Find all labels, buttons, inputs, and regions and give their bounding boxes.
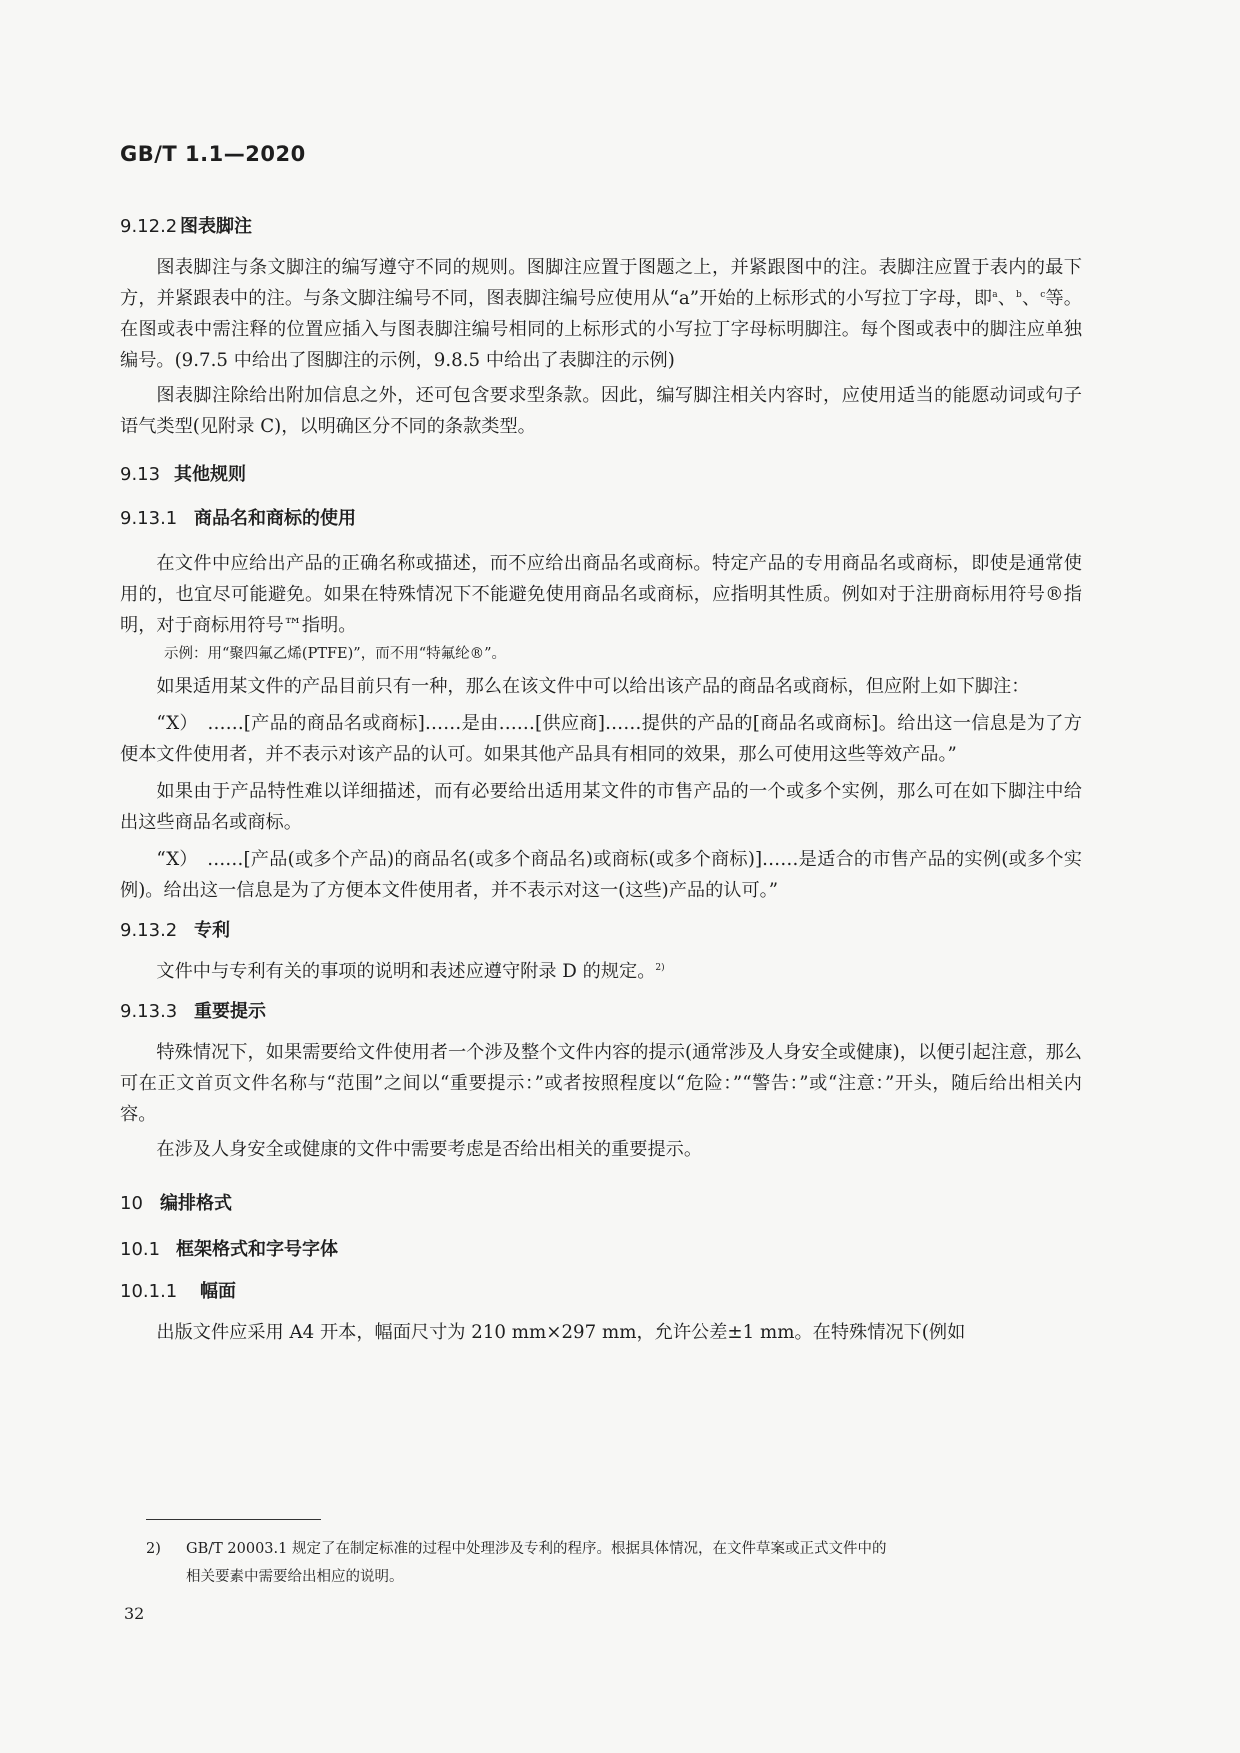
superscript: c	[1040, 289, 1046, 300]
section-9-13-3-heading	[120, 997, 1082, 1027]
page-number: 32	[124, 1604, 145, 1623]
section-9-13-heading	[120, 460, 1082, 490]
section-number: 9.13.3	[120, 1001, 178, 1022]
section-number: 10.1.1	[120, 1281, 178, 1302]
footnote-text: GB/T 20003.1 规定了在制定标准的过程中处理涉及专利的程序。根据具体情况，在文件草案或正式文件中的	[186, 1541, 887, 1557]
paragraph: 图表脚注除给出附加信息之外，还可包含要求型条款。因此，编写脚注相关内容时，应使用适当的能愿动词或句子语气类型(见附录 C)，以明确区分不同的条款类型。	[120, 385, 1082, 437]
paragraph: “X） ……[产品的商品名或商标]……是由……[供应商]……提供的产品的[商品名或商标]。给出这一信息是为了方便本文件使用者，并不表示对该产品的认可。如果其他产品具有相同的效果，那么可使用这些等效产品。”	[120, 713, 1082, 765]
section-number: 10	[120, 1193, 143, 1214]
paragraph: 在涉及人身安全或健康的文件中需要考虑是否给出相关的重要提示。	[156, 1139, 703, 1160]
superscript: a	[992, 289, 998, 300]
section-number: 10.1	[120, 1239, 161, 1260]
example-note: 示例：用“聚四氟乙烯(PTFE)”，而不用“特氟纶®”。	[164, 646, 507, 662]
section-number: 9.13.2	[120, 920, 178, 941]
paragraph: 文件中与专利有关的事项的说明和表述应遵守附录 D 的规定。$^{2)}$	[156, 961, 665, 982]
paragraph: 特殊情况下，如果需要给文件使用者一个涉及整个文件内容的提示(通常涉及人身安全或健康)，以便引起注意，那么可在正文首页文件名称与“范围”之间以“重要提示：”或者按照程度以“危险：”“警告：”或“注意：”开头，随后给出相关内容。	[120, 1042, 1082, 1125]
paragraph: 在文件中应给出产品的正确名称或描述，而不应给出商品名或商标。特定产品的专用商品名或商标，即使是通常使用的，也宜尽可能避免。如果在特殊情况下不能避免使用商品名或商标，应指明其性质。例如对于注册商标用符号®指明，对于商标用符号™指明。	[120, 553, 1082, 636]
main-content	[120, 212, 1082, 1348]
section-10-1-1-heading	[120, 1277, 1082, 1307]
section-9-13-2-heading	[120, 916, 1082, 946]
footnote-divider	[146, 1519, 321, 1520]
section-number: 9.13	[120, 464, 161, 485]
paragraph: 图表脚注与条文脚注的编写遵守不同的规则。图脚注应置于图题之上，并紧跟图中的注。表脚注应置于表内的最下方，并紧跟表中的注。与条文脚注编号不同，图表脚注编号应使用从“a”开始的上标形式的小写拉丁字母，即$^a$、$^b$、$^c$等。在图或表中需注释的位置应插入与图表脚注编号相同的上标形式的小写拉丁字母标明脚注。每个图或表中的脚注应单独编号。(9.7.5 中给出了图脚注的示例，9.8.5 中给出了表脚注的示例)	[120, 257, 1082, 371]
paragraph: 出版文件应采用 A4 开本，幅面尺寸为 210 mm×297 mm，允许公差±1 mm。在特殊情况下(例如	[156, 1322, 966, 1343]
footnote-number: 2)	[146, 1541, 161, 1557]
paragraph: “X） ……[产品(或多个产品)的商品名(或多个商品名)或商标(或多个商标)]……是适合的市售产品的实例(或多个实例)。给出这一信息是为了方便本文件使用者，并不表示对这一(这些)产品的认可。”	[120, 849, 1082, 901]
section-10-1-heading	[120, 1235, 1082, 1265]
section-title: 幅面	[200, 1281, 236, 1302]
section-9-13-1-heading	[120, 504, 1082, 534]
section-10-heading	[120, 1189, 1082, 1219]
section-title: 重要提示	[194, 1001, 266, 1022]
section-title: 图表脚注	[180, 216, 252, 237]
section-9-12-2-heading	[120, 212, 1082, 242]
paragraph: 如果适用某文件的产品目前只有一种，那么在该文件中可以给出该产品的商品名或商标，但应附上如下脚注：	[156, 676, 1030, 697]
footnote-marker: 2)	[655, 962, 665, 973]
section-title: 专利	[194, 920, 230, 941]
section-number: 9.12.2	[120, 216, 178, 237]
section-title: 其他规则	[174, 464, 246, 485]
paragraph: 如果由于产品特性难以详细描述，而有必要给出适用某文件的市售产品的一个或多个实例，那么可在如下脚注中给出这些商品名或商标。	[120, 781, 1082, 833]
standard-code: GB/T 1.1—2020	[120, 142, 306, 166]
footnote-text: 相关要素中需要给出相应的说明。	[186, 1569, 404, 1585]
section-title: 商品名和商标的使用	[194, 508, 356, 529]
section-title: 编排格式	[160, 1193, 232, 1214]
section-title: 框架格式和字号字体	[176, 1239, 338, 1260]
superscript: b	[1016, 289, 1022, 300]
footnote	[146, 1535, 1082, 1591]
section-number: 9.13.1	[120, 508, 178, 529]
